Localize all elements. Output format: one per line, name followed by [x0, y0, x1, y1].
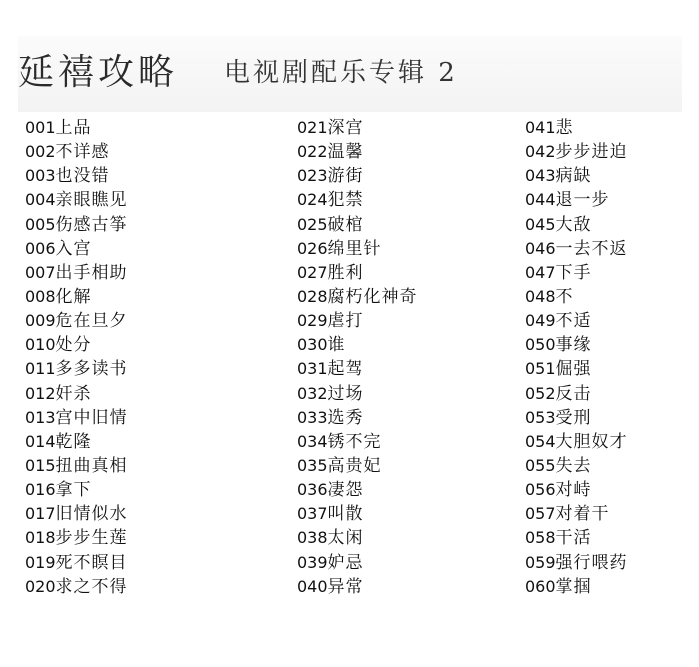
- track-item: [297, 140, 517, 164]
- track-name: 不详感: [55, 142, 110, 163]
- track-number: 024: [297, 190, 328, 210]
- track-item: [25, 430, 245, 454]
- track-name: 事缘: [555, 335, 592, 356]
- track-number: 031: [297, 359, 328, 379]
- track-number: 032: [297, 383, 328, 403]
- track-name: 破棺: [327, 214, 364, 235]
- track-item: [297, 382, 517, 406]
- track-item: [297, 285, 517, 309]
- track-number: 048: [525, 286, 556, 306]
- track-number: 038: [297, 528, 328, 548]
- track-name: 失去: [555, 455, 592, 476]
- track-number: 056: [525, 480, 556, 500]
- track-item: [25, 213, 245, 237]
- track-name: 腐朽化神奇: [327, 286, 418, 307]
- track-number: 015: [25, 455, 56, 475]
- track-item: [25, 478, 245, 502]
- album-subtitle: 电视剧配乐专辑 2: [224, 58, 458, 88]
- track-name: 虐打: [327, 311, 364, 332]
- track-number: 023: [297, 166, 328, 186]
- track-name: 起驾: [327, 359, 364, 380]
- track-item: [297, 406, 517, 430]
- track-number: 034: [297, 431, 328, 451]
- track-item: [525, 333, 699, 357]
- track-item: [525, 285, 699, 309]
- track-item: [297, 213, 517, 237]
- track-item: [25, 502, 245, 526]
- track-name: 锈不完: [327, 431, 382, 452]
- track-item: [525, 309, 699, 333]
- track-number: 042: [525, 142, 556, 162]
- track-number: 003: [25, 166, 56, 186]
- track-number: 033: [297, 407, 328, 427]
- track-name: 选秀: [327, 407, 364, 428]
- track-number: 047: [525, 262, 556, 282]
- track-name: 亲眼瞧见: [55, 190, 128, 211]
- track-item: [25, 454, 245, 478]
- track-name: 胜利: [327, 262, 364, 283]
- track-name: 温馨: [327, 142, 364, 163]
- track-name: 谁: [327, 335, 346, 356]
- track-number: 029: [297, 311, 328, 331]
- track-number: 028: [297, 286, 328, 306]
- track-item: [525, 237, 699, 261]
- track-name: 太闲: [327, 528, 364, 549]
- track-name: 掌掴: [555, 576, 592, 597]
- track-item: [25, 382, 245, 406]
- track-name: 拿下: [55, 480, 92, 501]
- track-item: [297, 357, 517, 381]
- track-number: 010: [25, 335, 56, 355]
- track-item: [525, 261, 699, 285]
- track-item: [525, 454, 699, 478]
- track-item: [25, 551, 245, 575]
- track-item: [525, 502, 699, 526]
- track-item: [297, 551, 517, 575]
- track-name: 强行喂药: [555, 552, 628, 573]
- track-item: [297, 430, 517, 454]
- track-name: 宫中旧情: [55, 407, 128, 428]
- track-number: 012: [25, 383, 56, 403]
- track-item: [25, 164, 245, 188]
- track-number: 057: [525, 504, 556, 524]
- track-name: 也没错: [55, 166, 110, 187]
- track-number: 044: [525, 190, 556, 210]
- track-column-3: [525, 116, 699, 599]
- track-name: 不适: [555, 311, 592, 332]
- track-name: 扭曲真相: [55, 455, 128, 476]
- track-number: 002: [25, 142, 56, 162]
- track-number: 020: [25, 576, 56, 596]
- track-name: 绵里针: [327, 238, 382, 259]
- track-number: 052: [525, 383, 556, 403]
- track-name: 死不瞑目: [55, 552, 128, 573]
- track-item: [25, 575, 245, 599]
- track-name: 妒忌: [327, 552, 364, 573]
- track-number: 046: [525, 238, 556, 258]
- track-item: [297, 333, 517, 357]
- track-name: 退一步: [555, 190, 610, 211]
- track-item: [297, 502, 517, 526]
- track-number: 026: [297, 238, 328, 258]
- track-item: [297, 261, 517, 285]
- track-item: [297, 164, 517, 188]
- track-number: 041: [525, 118, 556, 137]
- track-name: 化解: [55, 286, 92, 307]
- track-number: 011: [25, 359, 56, 379]
- track-name: 过场: [327, 383, 364, 404]
- track-name: 反击: [555, 383, 592, 404]
- track-item: [525, 526, 699, 550]
- track-number: 058: [525, 528, 556, 548]
- track-item: [525, 406, 699, 430]
- track-name: 犯禁: [327, 190, 364, 211]
- track-number: 059: [525, 552, 556, 572]
- track-number: 040: [297, 576, 328, 596]
- track-name: 对着干: [555, 504, 610, 525]
- track-item: [525, 551, 699, 575]
- track-number: 054: [525, 431, 556, 451]
- track-number: 037: [297, 504, 328, 524]
- track-number: 017: [25, 504, 56, 524]
- track-item: [525, 188, 699, 212]
- track-item: [25, 526, 245, 550]
- track-item: [25, 406, 245, 430]
- track-item: [25, 116, 245, 140]
- track-name: 旧情似水: [55, 504, 128, 525]
- track-item: [525, 213, 699, 237]
- track-number: 025: [297, 214, 328, 234]
- track-number: 019: [25, 552, 56, 572]
- track-name: 大敌: [555, 214, 592, 235]
- track-item: [297, 478, 517, 502]
- track-item: [525, 357, 699, 381]
- track-name: 凄怨: [327, 480, 364, 501]
- track-name: 叫散: [327, 504, 364, 525]
- track-name: 乾隆: [55, 431, 92, 452]
- track-number: 007: [25, 262, 56, 282]
- track-number: 043: [525, 166, 556, 186]
- track-item: [25, 357, 245, 381]
- album-title: 延禧攻略: [18, 52, 179, 93]
- track-name: 受刑: [555, 407, 592, 428]
- track-name: 危在旦夕: [55, 311, 128, 332]
- track-number: 045: [525, 214, 556, 234]
- track-name: 多多读书: [55, 359, 128, 380]
- track-number: 051: [525, 359, 556, 379]
- track-name: 上品: [55, 118, 92, 138]
- track-name: 悲: [555, 118, 574, 138]
- track-item: [297, 237, 517, 261]
- track-name: 倔强: [555, 359, 592, 380]
- track-item: [297, 309, 517, 333]
- track-item: [25, 309, 245, 333]
- track-number: 035: [297, 455, 328, 475]
- track-name: 下手: [555, 262, 592, 283]
- track-item: [25, 140, 245, 164]
- track-name: 深宫: [327, 118, 364, 138]
- track-item: [525, 140, 699, 164]
- track-item: [25, 188, 245, 212]
- track-number: 060: [525, 576, 556, 596]
- track-name: 求之不得: [55, 576, 128, 597]
- track-number: 014: [25, 431, 56, 451]
- track-number: 005: [25, 214, 56, 234]
- track-number: 036: [297, 480, 328, 500]
- track-item: [525, 164, 699, 188]
- track-item: [525, 430, 699, 454]
- track-name: 异常: [327, 576, 364, 597]
- track-number: 008: [25, 286, 56, 306]
- track-name: 步步进迫: [555, 142, 628, 163]
- track-number: 022: [297, 142, 328, 162]
- track-number: 030: [297, 335, 328, 355]
- track-number: 021: [297, 118, 328, 137]
- track-name: 对峙: [555, 480, 592, 501]
- track-number: 006: [25, 238, 56, 258]
- track-number: 001: [25, 118, 56, 137]
- track-item: [25, 237, 245, 261]
- track-number: 055: [525, 455, 556, 475]
- track-number: 027: [297, 262, 328, 282]
- track-item: [525, 116, 699, 140]
- track-name: 不: [555, 286, 574, 307]
- track-name: 一去不返: [555, 238, 628, 259]
- track-name: 病缺: [555, 166, 592, 187]
- track-name: 奸杀: [55, 383, 92, 404]
- track-name: 高贵妃: [327, 455, 382, 476]
- track-name: 出手相助: [55, 262, 128, 283]
- track-name: 大胆奴才: [555, 431, 628, 452]
- track-name: 处分: [55, 335, 92, 356]
- track-item: [297, 575, 517, 599]
- track-list: [25, 116, 695, 616]
- track-number: 004: [25, 190, 56, 210]
- track-item: [25, 285, 245, 309]
- track-item: [297, 526, 517, 550]
- track-item: [525, 382, 699, 406]
- track-number: 009: [25, 311, 56, 331]
- track-name: 入宫: [55, 238, 92, 259]
- track-column-2: [297, 116, 517, 599]
- track-item: [25, 333, 245, 357]
- track-number: 018: [25, 528, 56, 548]
- track-name: 伤感古筝: [55, 214, 128, 235]
- track-number: 039: [297, 552, 328, 572]
- track-number: 016: [25, 480, 56, 500]
- track-number: 049: [525, 311, 556, 331]
- track-item: [25, 261, 245, 285]
- track-number: 013: [25, 407, 56, 427]
- track-item: [297, 116, 517, 140]
- track-number: 053: [525, 407, 556, 427]
- album-header: [18, 36, 682, 112]
- track-item: [297, 454, 517, 478]
- track-item: [525, 478, 699, 502]
- track-item: [297, 188, 517, 212]
- track-name: 步步生莲: [55, 528, 128, 549]
- track-column-1: [25, 116, 245, 599]
- track-name: 干活: [555, 528, 592, 549]
- track-item: [525, 575, 699, 599]
- track-number: 050: [525, 335, 556, 355]
- track-name: 游街: [327, 166, 364, 187]
